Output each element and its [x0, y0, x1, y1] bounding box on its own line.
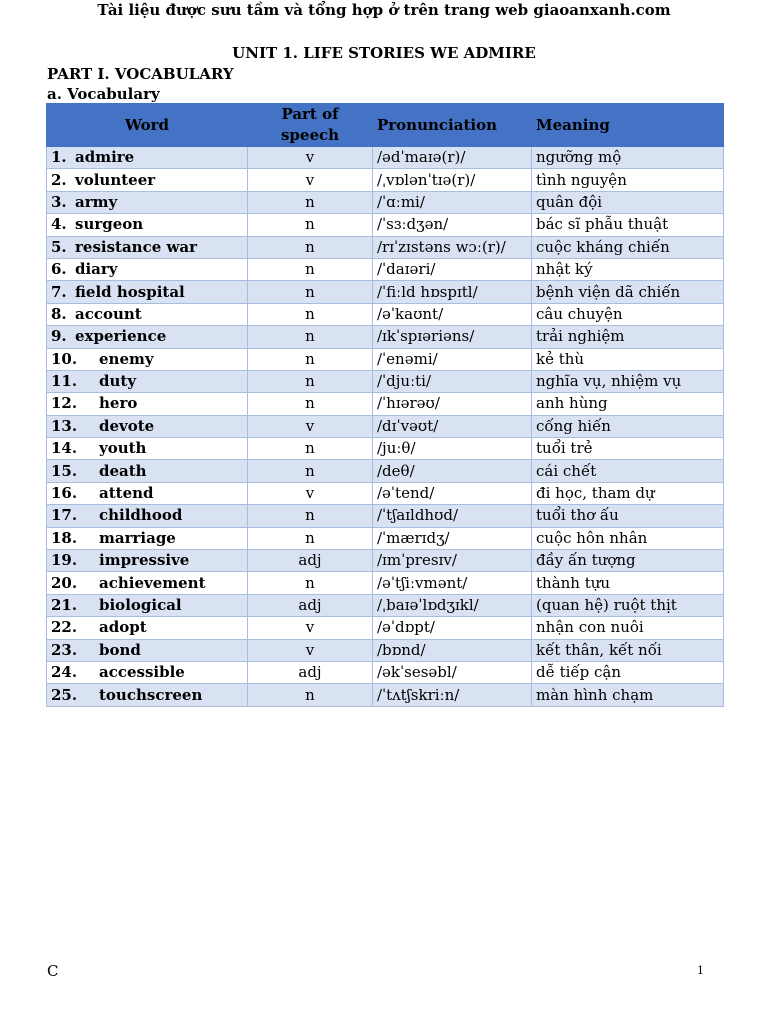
- pronunciation-cell: /ɪmˈpresɪv/: [373, 550, 532, 572]
- word-text: touchscreen: [99, 685, 203, 704]
- word-cell: [47, 661, 248, 683]
- pronunciation-cell: /rɪˈzɪstəns wɔː(r)/: [373, 236, 532, 258]
- word-cell: [47, 527, 248, 549]
- part-of-speech-cell: n: [248, 326, 373, 348]
- part-of-speech-cell: adj: [248, 661, 373, 683]
- part-of-speech-cell: n: [248, 505, 373, 527]
- row-number: 20.: [51, 573, 78, 592]
- table-row: [47, 236, 724, 258]
- part-of-speech-cell: n: [248, 236, 373, 258]
- row-number: 16.: [51, 484, 78, 503]
- pronunciation-cell: /ˈsɜːdʒən/: [373, 214, 532, 236]
- word-text: enemy: [99, 349, 154, 368]
- row-number: 10.: [51, 349, 78, 368]
- word-cell: [47, 572, 248, 594]
- header-part-of-speech: Part of speech: [248, 104, 373, 147]
- meaning-cell: cái chết: [532, 460, 724, 482]
- word-text: impressive: [99, 551, 190, 570]
- table-body: [47, 147, 724, 707]
- meaning-cell: nghĩa vụ, nhiệm vụ: [532, 370, 724, 392]
- part-of-speech-cell: n: [248, 191, 373, 213]
- pronunciation-cell: /ˈtʌtʃskriːn/: [373, 684, 532, 706]
- table-row: [47, 684, 724, 706]
- meaning-cell: màn hình chạm: [532, 684, 724, 706]
- table-row: [47, 572, 724, 594]
- part-of-speech-cell: n: [248, 393, 373, 415]
- word-text: resistance war: [75, 237, 198, 256]
- meaning-cell: tình nguyện: [532, 169, 724, 191]
- word-cell: [47, 258, 248, 280]
- meaning-cell: thành tựu: [532, 572, 724, 594]
- pronunciation-cell: /ˈhɪərəʊ/: [373, 393, 532, 415]
- row-number: 19.: [51, 551, 78, 570]
- word-text: attend: [99, 484, 154, 503]
- word-text: adopt: [99, 618, 147, 637]
- word-text: bond: [99, 640, 141, 659]
- table-header-row: [47, 104, 724, 147]
- meaning-cell: (quan hệ) ruột thịt: [532, 594, 724, 616]
- meaning-cell: đi học, tham dự: [532, 482, 724, 504]
- table-row: [47, 214, 724, 236]
- table-row: [47, 639, 724, 661]
- table-row: [47, 303, 724, 325]
- table-row: [47, 281, 724, 303]
- word-text: marriage: [99, 528, 176, 547]
- section-title: a. Vocabulary: [47, 85, 160, 103]
- pronunciation-cell: /ədˈmaɪə(r)/: [373, 147, 532, 169]
- pronunciation-cell: /ˈfiːld hɒspɪtl/: [373, 281, 532, 303]
- word-text: death: [99, 461, 147, 480]
- word-text: diary: [75, 260, 118, 279]
- table-row: [47, 147, 724, 169]
- meaning-cell: tuổi trẻ: [532, 438, 724, 460]
- pronunciation-cell: /juːθ/: [373, 438, 532, 460]
- part-of-speech-cell: n: [248, 370, 373, 392]
- word-text: experience: [75, 327, 167, 346]
- word-cell: [47, 438, 248, 460]
- word-cell: [47, 415, 248, 437]
- meaning-cell: cống hiến: [532, 415, 724, 437]
- page-number: 1: [697, 964, 704, 977]
- word-text: accessible: [99, 663, 185, 682]
- word-cell: [47, 303, 248, 325]
- meaning-cell: anh hùng: [532, 393, 724, 415]
- meaning-cell: kết thân, kết nối: [532, 639, 724, 661]
- part-of-speech-cell: n: [248, 348, 373, 370]
- pronunciation-cell: /dɪˈvəʊt/: [373, 415, 532, 437]
- word-cell: [47, 348, 248, 370]
- pronunciation-cell: /əˈkaʊnt/: [373, 303, 532, 325]
- part-of-speech-cell: n: [248, 572, 373, 594]
- word-cell: [47, 617, 248, 639]
- word-cell: [47, 460, 248, 482]
- word-cell: [47, 639, 248, 661]
- meaning-cell: bác sĩ phẫu thuật: [532, 214, 724, 236]
- part-of-speech-cell: adj: [248, 550, 373, 572]
- part-of-speech-cell: n: [248, 460, 373, 482]
- row-number: 18.: [51, 528, 78, 547]
- word-text: youth: [99, 439, 147, 458]
- word-cell: [47, 281, 248, 303]
- part-of-speech-cell: v: [248, 147, 373, 169]
- part-of-speech-cell: n: [248, 258, 373, 280]
- word-cell: [47, 505, 248, 527]
- pronunciation-cell: /ˌbaɪəˈlɒdʒɪkl/: [373, 594, 532, 616]
- meaning-cell: đầy ấn tượng: [532, 550, 724, 572]
- word-text: account: [75, 304, 142, 323]
- word-cell: [47, 684, 248, 706]
- row-number: 25.: [51, 685, 78, 704]
- word-cell: [47, 169, 248, 191]
- part-of-speech-cell: v: [248, 617, 373, 639]
- word-text: devote: [99, 416, 155, 435]
- row-number: 9.: [51, 327, 67, 346]
- row-number: 17.: [51, 506, 78, 525]
- word-text: biological: [99, 596, 182, 614]
- row-number: 21.: [51, 596, 78, 614]
- meaning-cell: tuổi thơ ấu: [532, 505, 724, 527]
- word-cell: [47, 393, 248, 415]
- table-row: [47, 258, 724, 280]
- row-number: 11.: [51, 372, 78, 391]
- table-row: [47, 370, 724, 392]
- row-number: 6.: [51, 260, 67, 279]
- part-of-speech-cell: adj: [248, 594, 373, 616]
- unit-title: UNIT 1. LIFE STORIES WE ADMIRE: [232, 44, 536, 62]
- word-text: army: [75, 192, 118, 211]
- part-of-speech-cell: n: [248, 303, 373, 325]
- word-cell: [47, 550, 248, 572]
- pronunciation-cell: /əˈtend/: [373, 482, 532, 504]
- table-row: [47, 348, 724, 370]
- part-of-speech-cell: n: [248, 214, 373, 236]
- table-row: [47, 438, 724, 460]
- part-of-speech-cell: v: [248, 639, 373, 661]
- pronunciation-cell: /ˈɑːmi/: [373, 191, 532, 213]
- pronunciation-cell: /ˈdaɪəri/: [373, 258, 532, 280]
- footer-left-text: C: [47, 962, 59, 980]
- row-number: 13.: [51, 416, 78, 435]
- table-row: [47, 527, 724, 549]
- pronunciation-cell: /ˈmærɪdʒ/: [373, 527, 532, 549]
- word-cell: [47, 326, 248, 348]
- row-number: 3.: [51, 192, 67, 211]
- table-row: [47, 460, 724, 482]
- pronunciation-cell: /deθ/: [373, 460, 532, 482]
- word-text: field hospital: [75, 282, 185, 301]
- vocabulary-table: [46, 103, 724, 707]
- row-number: 14.: [51, 439, 78, 458]
- meaning-cell: trải nghiệm: [532, 326, 724, 348]
- row-number: 22.: [51, 618, 78, 637]
- part-of-speech-cell: n: [248, 684, 373, 706]
- word-cell: [47, 236, 248, 258]
- word-text: childhood: [99, 506, 183, 525]
- word-text: surgeon: [75, 215, 144, 234]
- pronunciation-cell: /ɪkˈspɪəriəns/: [373, 326, 532, 348]
- part-of-speech-cell: v: [248, 415, 373, 437]
- row-number: 4.: [51, 215, 67, 234]
- row-number: 12.: [51, 394, 78, 413]
- word-cell: [47, 594, 248, 616]
- word-text: volunteer: [75, 170, 156, 189]
- part-of-speech-cell: v: [248, 482, 373, 504]
- word-cell: [47, 214, 248, 236]
- part-title: PART I. VOCABULARY: [47, 65, 234, 83]
- word-text: achievement: [99, 573, 206, 592]
- table-row: [47, 482, 724, 504]
- pronunciation-cell: /əkˈsesəbl/: [373, 661, 532, 683]
- pronunciation-cell: /əˈtʃiːvmənt/: [373, 572, 532, 594]
- part-of-speech-cell: v: [248, 169, 373, 191]
- meaning-cell: ngưỡng mộ: [532, 147, 724, 169]
- table-row: [47, 550, 724, 572]
- meaning-cell: quân đội: [532, 191, 724, 213]
- row-number: 15.: [51, 461, 78, 480]
- meaning-cell: bệnh viện dã chiến: [532, 281, 724, 303]
- meaning-cell: kẻ thù: [532, 348, 724, 370]
- row-number: 23.: [51, 640, 78, 659]
- word-text: duty: [99, 372, 137, 391]
- table-row: [47, 617, 724, 639]
- source-header: Tài liệu được sưu tầm và tổng hợp ở trên trang web giaoanxanh.com: [97, 1, 671, 19]
- header-word: Word: [47, 104, 248, 147]
- word-cell: [47, 147, 248, 169]
- header-pronunciation: Pronunciation: [373, 104, 532, 147]
- meaning-cell: cuộc hôn nhân: [532, 527, 724, 549]
- row-number: 8.: [51, 304, 67, 323]
- pronunciation-cell: /bɒnd/: [373, 639, 532, 661]
- table-row: [47, 505, 724, 527]
- row-number: 5.: [51, 237, 67, 256]
- pronunciation-cell: /əˈdɒpt/: [373, 617, 532, 639]
- header-meaning: Meaning: [532, 104, 724, 147]
- table-row: [47, 393, 724, 415]
- pronunciation-cell: /ˈtʃaɪldhʊd/: [373, 505, 532, 527]
- meaning-cell: nhận con nuôi: [532, 617, 724, 639]
- part-of-speech-cell: n: [248, 281, 373, 303]
- word-cell: [47, 482, 248, 504]
- table-row: [47, 169, 724, 191]
- pronunciation-cell: /ˈenəmi/: [373, 348, 532, 370]
- table-row: [47, 594, 724, 616]
- pronunciation-cell: /ˈdjuːti/: [373, 370, 532, 392]
- table-row: [47, 191, 724, 213]
- word-cell: [47, 370, 248, 392]
- table-row: [47, 415, 724, 437]
- word-text: admire: [75, 148, 135, 167]
- meaning-cell: dễ tiếp cận: [532, 661, 724, 683]
- row-number: 1.: [51, 148, 67, 167]
- table-row: [47, 326, 724, 348]
- part-of-speech-cell: n: [248, 438, 373, 460]
- pronunciation-cell: /ˌvɒlənˈtɪə(r)/: [373, 169, 532, 191]
- meaning-cell: cuộc kháng chiến: [532, 236, 724, 258]
- table-row: [47, 661, 724, 683]
- row-number: 2.: [51, 170, 67, 189]
- meaning-cell: nhật ký: [532, 258, 724, 280]
- word-text: hero: [99, 394, 138, 413]
- part-of-speech-cell: n: [248, 527, 373, 549]
- meaning-cell: câu chuyện: [532, 303, 724, 325]
- word-cell: [47, 191, 248, 213]
- row-number: 7.: [51, 282, 67, 301]
- row-number: 24.: [51, 663, 78, 682]
